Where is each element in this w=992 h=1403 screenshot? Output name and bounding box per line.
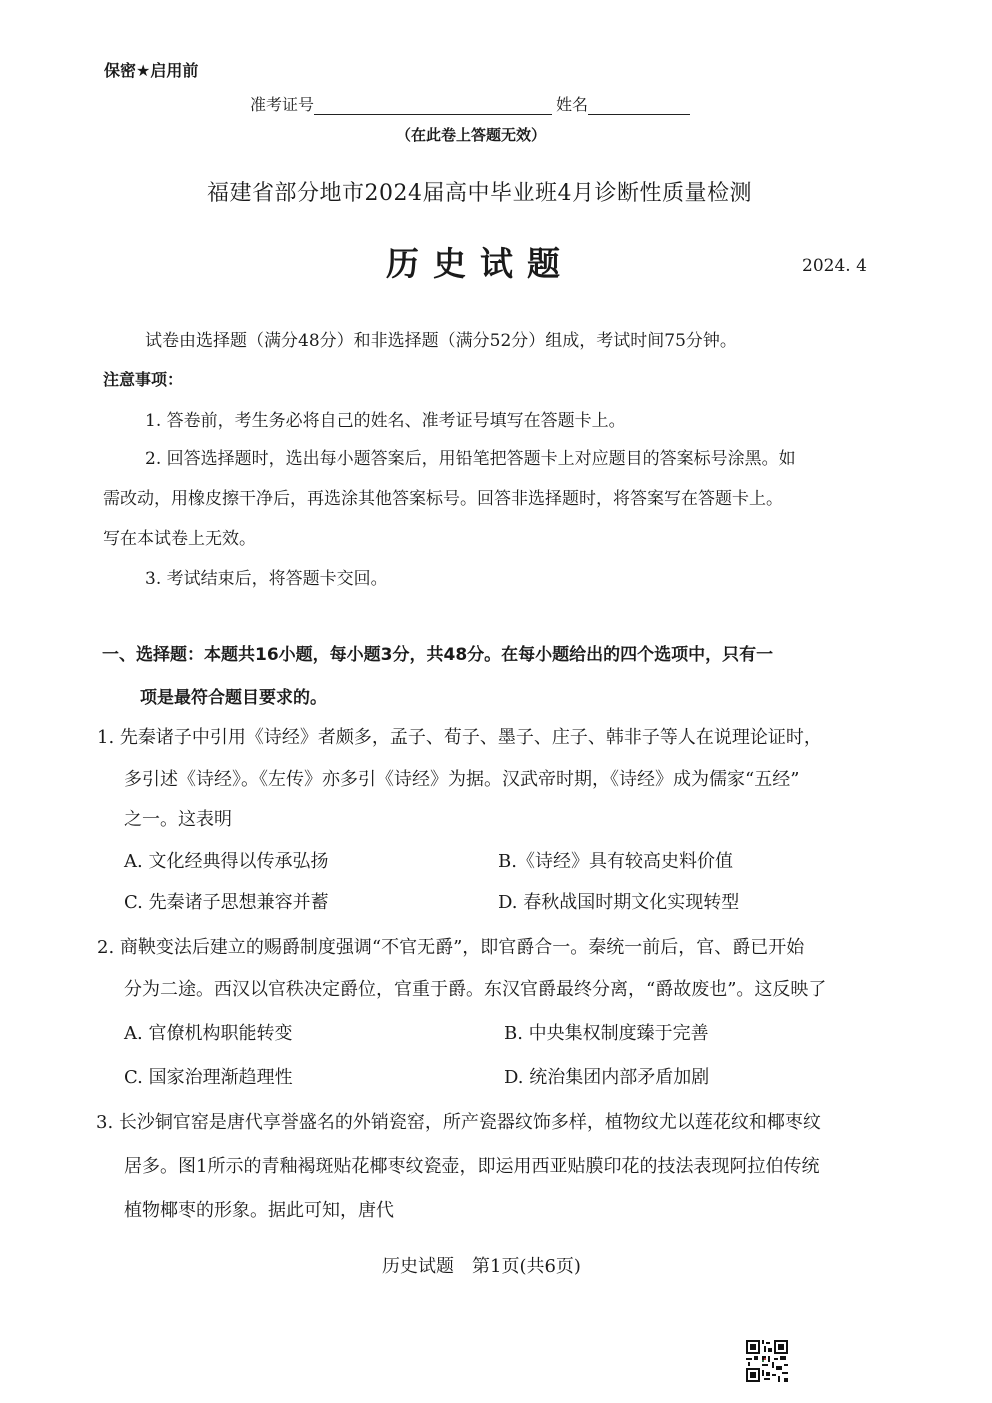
subject-title: 历史试题: [386, 244, 574, 283]
question-3-line: 植物椰枣的形象。据此可知，唐代: [124, 1200, 394, 1221]
question-1-line: 1. 先秦诸子中引用《诗经》者颇多，孟子、荀子、墨子、庄子、韩非子等人在说理论证时，: [97, 727, 822, 748]
note-item: 1. 答卷前，考生务必将自己的姓名、准考证号填写在答题卡上。: [145, 411, 626, 431]
name-label: 姓名: [556, 95, 589, 114]
section-heading-cont: 项是最符合题目要求的。: [140, 688, 327, 708]
exam-id-blank: [314, 98, 552, 115]
note-item: 需改动，用橡皮擦干净后，再选涂其他答案标号。回答非选择题时，将答案写在答题卡上。: [103, 489, 783, 509]
question-1-line: 多引述《诗经》。《左传》亦多引《诗经》为据。汉武帝时期，《诗经》成为儒家“五经”: [124, 769, 800, 790]
question-1-option-b: B.《诗经》具有较高史料价值: [498, 851, 733, 872]
question-2-option-b: B. 中央集权制度臻于完善: [504, 1023, 709, 1044]
invalid-answer-note: （在此卷上答题无效）: [396, 126, 547, 144]
exam-intro: 试卷由选择题（满分48分）和非选择题（满分52分）组成，考试时间75分钟。: [145, 331, 737, 351]
confidential-label: 保密★启用前: [104, 61, 199, 80]
candidate-info-line: [250, 92, 690, 115]
question-1-option-c: C. 先秦诸子思想兼容并蓄: [124, 892, 329, 913]
question-3-line: 3. 长沙铜官窑是唐代享誉盛名的外销瓷窑，所产瓷器纹饰多样，植物纹尤以莲花纹和椰枣纹: [96, 1112, 821, 1133]
qr-code-icon: [744, 1338, 790, 1384]
exam-date: 2024. 4: [802, 256, 867, 276]
note-item: 写在本试卷上无效。: [103, 529, 256, 549]
question-2-option-a: A. 官僚机构职能转变: [124, 1023, 293, 1044]
page-footer: 历史试题 第1页(共6页): [382, 1256, 581, 1277]
question-2-option-c: C. 国家治理渐趋理性: [124, 1067, 293, 1088]
section-heading: 一、选择题：本题共16小题，每小题3分，共48分。在每小题给出的四个选项中，只有一: [102, 645, 774, 665]
exam-title: 福建省部分地市2024届高中毕业班4月诊断性质量检测: [207, 181, 752, 206]
question-1-option-a: A. 文化经典得以传承弘扬: [124, 851, 329, 872]
question-2-option-d: D. 统治集团内部矛盾加剧: [504, 1067, 710, 1088]
notes-heading: 注意事项：: [103, 370, 184, 389]
note-item: 2. 回答选择题时，选出每小题答案后，用铅笔把答题卡上对应题目的答案标号涂黑。如: [145, 449, 796, 469]
question-1-line: 之一。这表明: [124, 809, 232, 830]
question-2-line: 2. 商鞅变法后建立的赐爵制度强调“不官无爵”，即官爵合一。秦统一前后，官、爵已开始: [97, 937, 805, 958]
exam-id-label: 准考证号: [250, 95, 315, 114]
question-2-line: 分为二途。西汉以官秩决定爵位，官重于爵。东汉官爵最终分离，“爵故废也”。这反映了: [124, 979, 827, 1000]
name-blank: [588, 98, 690, 115]
question-1-option-d: D. 春秋战国时期文化实现转型: [498, 892, 740, 913]
question-3-line: 居多。图1所示的青釉褐斑贴花椰枣纹瓷壶，即运用西亚贴膜印花的技法表现阿拉伯传统: [124, 1156, 820, 1177]
note-item: 3. 考试结束后，将答题卡交回。: [145, 569, 388, 589]
